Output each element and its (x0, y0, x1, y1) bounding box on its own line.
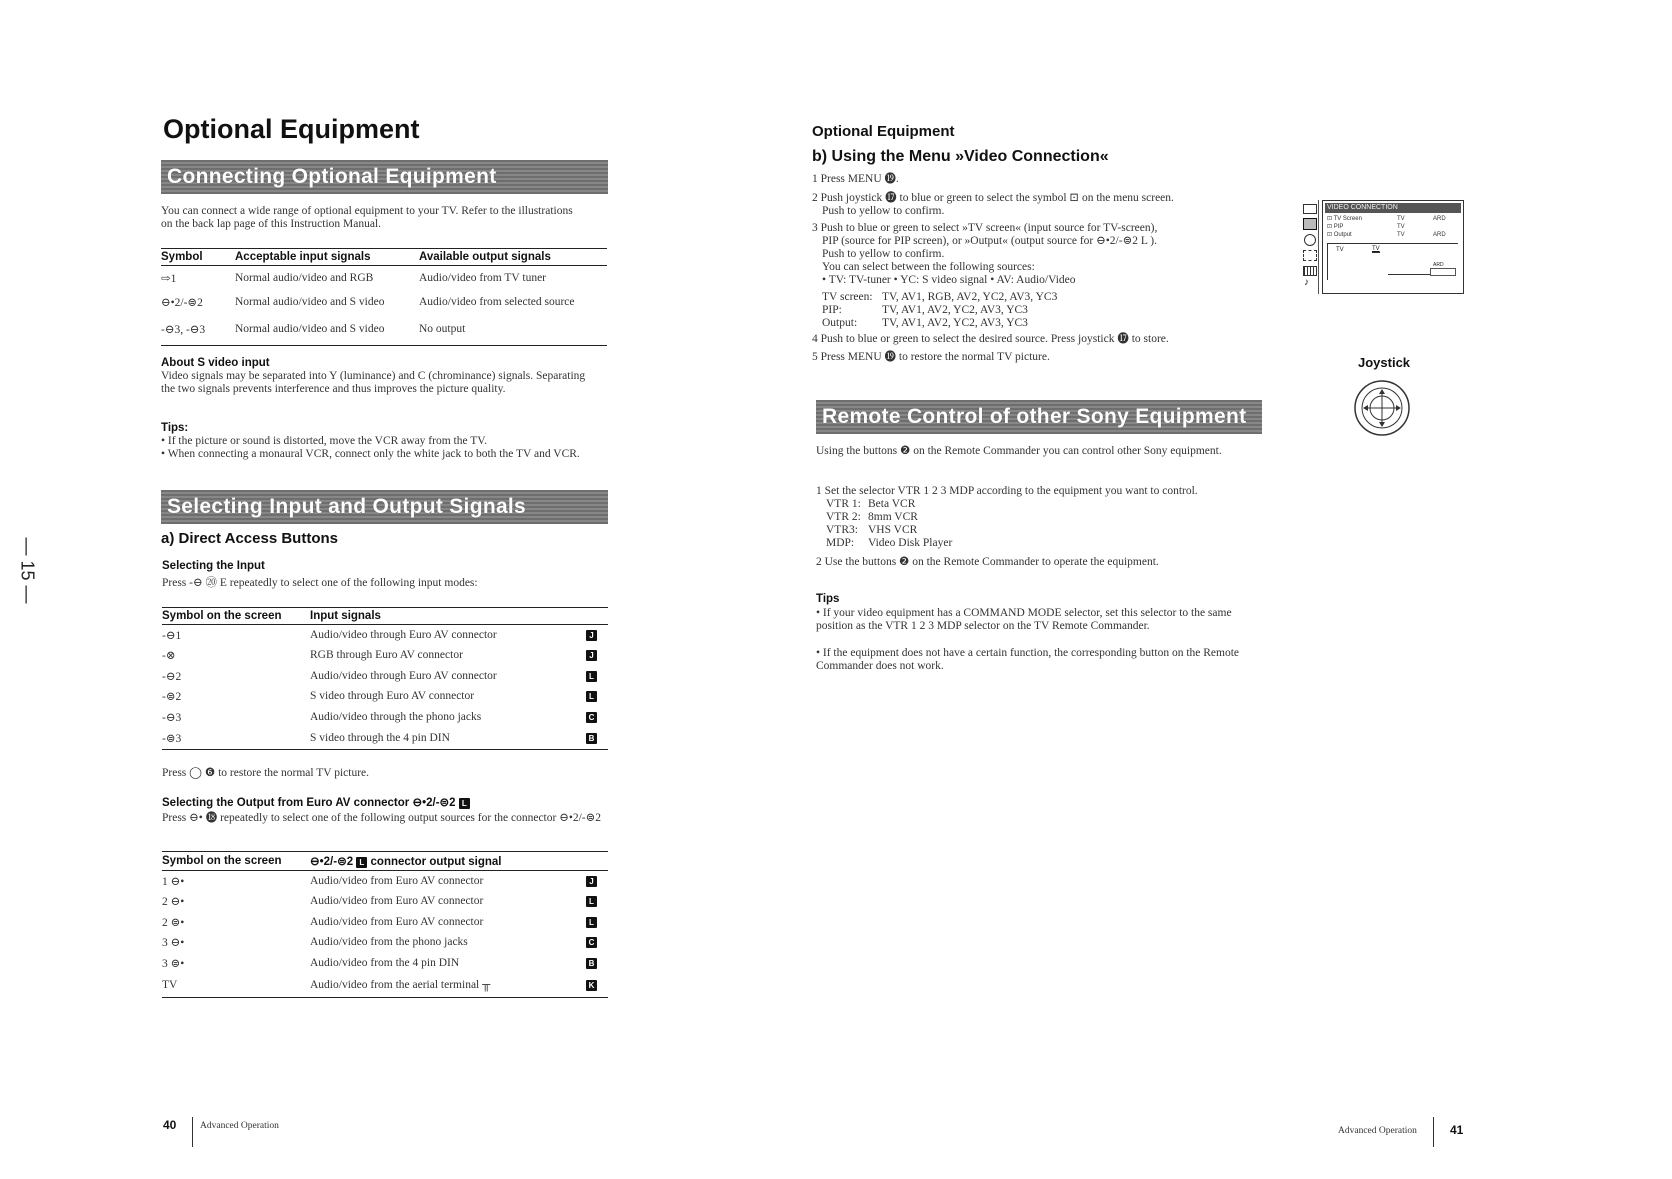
vtr-value: 8mm VCR (868, 511, 918, 523)
table3-header-symbol: Symbol on the screen (162, 852, 310, 871)
connector-badge: J (586, 650, 597, 661)
menu-step: • TV: TV-tuner • YC: S video signal • AV: Audio/Video (822, 274, 1076, 286)
input-modes-table (162, 607, 608, 750)
vtr-row (826, 498, 952, 511)
menu-panel-row (1327, 231, 1459, 238)
connector-badge: L (586, 671, 597, 682)
remote-step-2: 2 Use the buttons ❷ on the Remote Commander to operate the equipment. (816, 556, 1159, 568)
connector-badge: L (586, 896, 597, 907)
right-footer-divider (1433, 1117, 1434, 1147)
svideo-heading: About S video input (161, 357, 270, 369)
menu-panel-row (1327, 215, 1459, 222)
source-row (812, 317, 1252, 330)
connector-badge: K (586, 980, 597, 991)
source-row (812, 291, 1252, 304)
menu-step: You can select between the following sources: (822, 261, 1035, 273)
menu-panel (1322, 200, 1464, 294)
table3-header-signal (310, 852, 586, 871)
preview-frame (1327, 243, 1458, 280)
remote-tip: • If your video equipment has a COMMAND MODE selector, set this selector to the same position as the VTR 1 2 3 MDP selector on the TV Remote Commander. (816, 607, 1232, 632)
table1-input: Normal audio/video and RGB (235, 271, 374, 284)
table3-symbol: 2 ⊜• (162, 916, 185, 929)
table1-header-output: Available output signals (419, 249, 607, 266)
connector-badge: C (586, 712, 597, 723)
vtr-row (826, 537, 952, 550)
menu-row-label: ⊡ PIP (1327, 224, 1344, 230)
source-value: TV, AV1, AV2, YC2, AV3, YC3 (882, 304, 1028, 316)
table-row (162, 645, 608, 666)
table3-symbol: 3 ⊜• (162, 957, 185, 970)
vtr-value: Beta VCR (868, 498, 916, 510)
banner-connecting-optional-equipment: Connecting Optional Equipment (161, 160, 608, 194)
table3-header-badge (586, 852, 608, 871)
table-row (162, 973, 608, 997)
table2-symbol: -⊖2 (162, 670, 182, 683)
menu-row-col1: TV (1397, 216, 1405, 222)
table2-signal: S video through the 4 pin DIN (310, 727, 586, 749)
connector-badge: L (356, 857, 367, 868)
table3-signal: Audio/video from Euro AV connector (310, 915, 484, 928)
side-page-number: — 15 — (17, 537, 38, 604)
selecting-input-heading: Selecting the Input (162, 560, 265, 572)
preview-left-label: TV (1336, 247, 1344, 253)
connector-badge: B (586, 958, 597, 969)
table2-symbol: -⊗ (162, 650, 176, 663)
right-footer-number: 41 (1450, 1123, 1464, 1137)
tips-heading: Tips: (161, 422, 189, 434)
table-row (162, 891, 608, 912)
table-row (162, 912, 608, 933)
table1-input: Normal audio/video and S video (235, 314, 419, 346)
svideo-text: Video signals may be separated into Y (luminance) and C (chrominance) signals. Separating the two signals prevents interference and thus improves the picture quality. (161, 370, 586, 395)
preview-right-label: TV (1372, 246, 1380, 252)
menu-step: 1 Press MENU ⓳. (812, 173, 899, 185)
menu-step: 3 Push to blue or green to select »TV screen« (input source for TV-screen), (812, 222, 1158, 234)
source-row (812, 304, 1252, 317)
table3-symbol: 1 ⊖• (162, 876, 185, 888)
source-label: PIP: (822, 304, 842, 316)
table-row (161, 314, 607, 346)
table2-symbol: -⊖1 (162, 630, 182, 642)
connector-badge: C (586, 937, 597, 948)
left-footer-text: Advanced Operation (200, 1121, 279, 1131)
remote-tip: • If the equipment does not have a certain function, the corresponding button on the Remote Commander does not work. (816, 647, 1240, 672)
table-row (162, 666, 608, 687)
menu-screen-illustration (1300, 200, 1464, 294)
vtr-label: VTR 2: (826, 511, 861, 523)
menu-icon (1303, 266, 1317, 276)
table-row (162, 707, 608, 728)
right-footer-text: Advanced Operation (1338, 1126, 1417, 1136)
banner-remote-control: Remote Control of other Sony Equipment (816, 400, 1262, 434)
vtr-label: MDP: (826, 537, 855, 549)
remote-intro: Using the buttons ❷ on the Remote Commander you can control other Sony equipment. (816, 445, 1222, 457)
vtr-label: VTR 1: (826, 498, 861, 510)
vtr-value: VHS VCR (868, 524, 918, 536)
left-page-title: Optional Equipment (163, 114, 420, 144)
source-value: TV, AV1, RGB, AV2, YC2, AV3, YC3 (882, 291, 1058, 303)
menu-steps (812, 173, 1252, 364)
connector-badge: L (586, 691, 597, 702)
source-label: Output: (822, 317, 858, 329)
output-sources-table (162, 851, 608, 998)
direct-access-heading: a) Direct Access Buttons (161, 530, 338, 547)
menu-row-label: ⊡ TV Screen (1327, 216, 1362, 222)
source-label: TV screen: (822, 291, 873, 303)
table3-header-label: connector output signal (370, 856, 502, 868)
table2-signal: S video through Euro AV connector (310, 690, 475, 703)
right-page-title: Optional Equipment (812, 123, 955, 140)
table1-symbol: ⇨1 (161, 272, 177, 285)
table1-symbol: -⊖3, -⊖3 (161, 314, 235, 346)
table-row (161, 290, 607, 314)
vtr-label: VTR3: (826, 524, 858, 536)
connector-badge: L (459, 798, 470, 809)
table-row (161, 266, 607, 290)
table2-header-symbol: Symbol on the screen (162, 608, 310, 625)
menu-step: 5 Press MENU ⓳ to restore the normal TV picture. (812, 351, 1050, 363)
vtr-row (826, 511, 952, 524)
table1-input: Normal audio/video and S video (235, 295, 385, 308)
preview-line (1388, 274, 1430, 275)
menu-row-label: ⊡ Output (1327, 232, 1352, 238)
table-row (162, 727, 608, 749)
selecting-output-heading: Selecting the Output from Euro AV connector ⊖•2/-⊜2 (162, 797, 456, 809)
banner-selecting-input-output: Selecting Input and Output Signals (161, 490, 608, 524)
restore-text: Press ◯ ❻ to restore the normal TV picture. (162, 767, 370, 779)
table2-signal: RGB through Euro AV connector (310, 649, 463, 662)
note-icon: ♪ (1304, 277, 1309, 288)
vtr-value: Video Disk Player (868, 537, 953, 549)
table3-signal: Audio/video from the 4 pin DIN (310, 956, 460, 969)
menu-step: 4 Push to blue or green to select the desired source. Press joystick ⓱ to store. (812, 333, 1169, 345)
table1-symbol: ⊖•2/-⊜2 (161, 296, 203, 309)
intro-text: You can connect a wide range of optional equipment to your TV. Refer to the illustrations on the back lap page of this Instruction Manual. (161, 205, 573, 230)
selecting-input-text: Press -⊖ ⑳ E repeatedly to select one of the following input modes: (162, 577, 478, 589)
joystick-label: Joystick (1358, 355, 1411, 370)
tip-item: • When connecting a monaural VCR, connect only the white jack to both the TV and VCR. (161, 448, 580, 460)
menu-icon-column (1300, 200, 1319, 294)
menu-step: PIP (source for PIP screen), or »Output« (output source for ⊖•2/-⊜2 L ). (822, 235, 1158, 247)
table2-signal: Audio/video through the phono jacks (310, 710, 482, 723)
menu-icon (1303, 218, 1317, 230)
table-row (162, 625, 608, 646)
menu-row-col2: ARD (1433, 216, 1446, 222)
remote-step-1: 1 Set the selector VTR 1 2 3 MDP according to the equipment you want to control. (816, 485, 1198, 497)
menu-icon (1303, 204, 1317, 214)
menu-panel-row (1327, 223, 1459, 230)
symbol-signal-table (161, 248, 607, 346)
table2-header-signals: Input signals (310, 608, 586, 625)
table2-signal: Audio/video through Euro AV connector (310, 629, 497, 641)
table2-signal: Audio/video through Euro AV connector (310, 669, 497, 682)
clock-icon (1304, 234, 1316, 246)
table3-symbol: 2 ⊖• (162, 896, 185, 909)
table1-output: No output (419, 314, 607, 346)
connector-badge: L (586, 917, 597, 928)
menu-step: Push to yellow to confirm. (822, 205, 945, 217)
source-value: TV, AV1, AV2, YC2, AV3, YC3 (882, 317, 1028, 329)
connector-badge: J (586, 630, 597, 641)
menu-row-col1: TV (1397, 232, 1405, 238)
menu-step: 2 Push joystick ⓱ to blue or green to select the symbol ⊡ on the menu screen. (812, 192, 1174, 204)
menu-row-col1: TV (1397, 224, 1405, 230)
table3-symbol: TV (162, 973, 310, 997)
table2-header-badge (586, 608, 608, 625)
remote-tips-heading: Tips (816, 593, 840, 605)
vtr-row (826, 524, 952, 537)
selecting-output-text: Press ⊖• ⓲ repeatedly to select one of the following output sources for the connector ⊖•2/-⊜2 (162, 812, 602, 824)
connector-badge: J (586, 876, 597, 887)
selecting-output-heading-wrap (162, 795, 470, 809)
connector-badge: B (586, 733, 597, 744)
table2-symbol: -⊜2 (162, 691, 182, 704)
menu-heading: b) Using the Menu »Video Connection« (812, 148, 1109, 165)
table-row (162, 953, 608, 974)
menu-icon (1303, 250, 1317, 261)
table1-output: Audio/video from TV tuner (419, 271, 547, 284)
menu-step: Push to yellow to confirm. (822, 248, 945, 260)
table2-symbol: -⊜3 (162, 727, 310, 749)
table-row (162, 932, 608, 953)
table1-header-input: Acceptable input signals (235, 249, 419, 266)
left-footer-divider (192, 1117, 193, 1147)
table1-header-symbol: Symbol (161, 249, 235, 266)
left-footer-number: 40 (163, 1118, 177, 1132)
table3-symbol: 3 ⊖• (162, 937, 185, 950)
joystick-icon (1352, 378, 1412, 438)
table-row (162, 686, 608, 707)
table3-header-connector: ⊖•2/-⊜2 (310, 856, 354, 868)
preview-small-box (1430, 268, 1456, 276)
table3-signal: Audio/video from Euro AV connector (310, 895, 484, 908)
tip-item: • If the picture or sound is distorted, move the VCR away from the TV. (161, 435, 487, 447)
table3-signal: Audio/video from the aerial terminal ╥ (310, 973, 586, 997)
preview-small-label: ARD (1433, 262, 1444, 268)
table-row (162, 871, 608, 892)
table2-symbol: -⊖3 (162, 711, 182, 724)
menu-panel-header: VIDEO CONNECTION (1325, 203, 1461, 213)
table1-output: Audio/video from selected source (419, 295, 575, 308)
table3-signal: Audio/video from the phono jacks (310, 936, 468, 949)
table3-signal: Audio/video from Euro AV connector (310, 875, 484, 887)
menu-row-col2: ARD (1433, 232, 1446, 238)
vtr-list (826, 498, 952, 550)
